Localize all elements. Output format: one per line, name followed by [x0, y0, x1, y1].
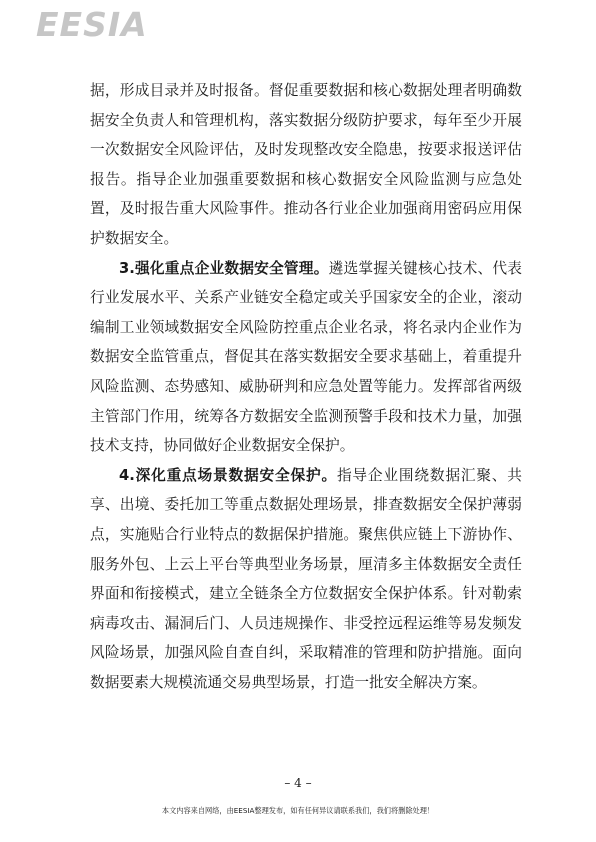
paragraph-item-4 [90, 461, 522, 698]
item-4-heading: 4.深化重点场景数据安全保护。 [119, 466, 337, 484]
document-body [90, 76, 522, 697]
page-number: – 4 – [284, 776, 312, 790]
paragraph-continuation: 据，形成目录并及时报备。督促重要数据和核心数据处理者明确数据安全负责人和管理机构，落实数据分级防护要求，每年至少开展一次数据安全风险评估，及时发现整改安全隐患，按要求报送评估报告。指导企业加强重要数据和核心数据安全风险监测与应急处置，及时报告重大风险事件。推动各行业企业加强商用密码应用保护数据安全。 [90, 82, 522, 247]
item-3-heading: 3.强化重点企业数据安全管理。 [119, 259, 329, 277]
item-4-text: 指导企业围绕数据汇聚、共享、出境、委托加工等重点数据处理场景，排查数据安全保护薄弱点，实施贴合行业特点的数据保护措施。聚焦供应链上下游协作、服务外包、上云上平台等典型业务场景，厘清多主体数据安全责任界面和衔接模式，建立全链条全方位数据安全保护体系。针对勒索病毒攻击、漏洞后门、人员违规操作、非受控远程运维等易发频发风险场景，加强风险自查自纠，采取精准的管理和防护措施。面向数据要素大规模流通交易典型场景，打造一批安全解决方案。 [90, 466, 522, 691]
eesia-logo: EESIA [36, 5, 148, 44]
item-3-text: 遴选掌握关键核心技术、代表行业发展水平、关系产业链安全稳定或关乎国家安全的企业，滚动编制工业领域数据安全风险防控重点企业名录，将名录内企业作为数据安全监管重点，督促其在落实数据安全要求基础上，着重提升风险监测、态势感知、威胁研判和应急处置等能力。发挥部省两级主管部门作用，统筹各方数据安全监测预警手段和技术力量，加强技术支持，协同做好企业数据安全保护。 [90, 259, 522, 455]
paragraph-item-3 [90, 254, 522, 461]
footer-disclaimer: 本文内容来自网络，由EESIA整理发布，如有任何异议请联系我们，我们将删除处理！ [161, 806, 435, 815]
